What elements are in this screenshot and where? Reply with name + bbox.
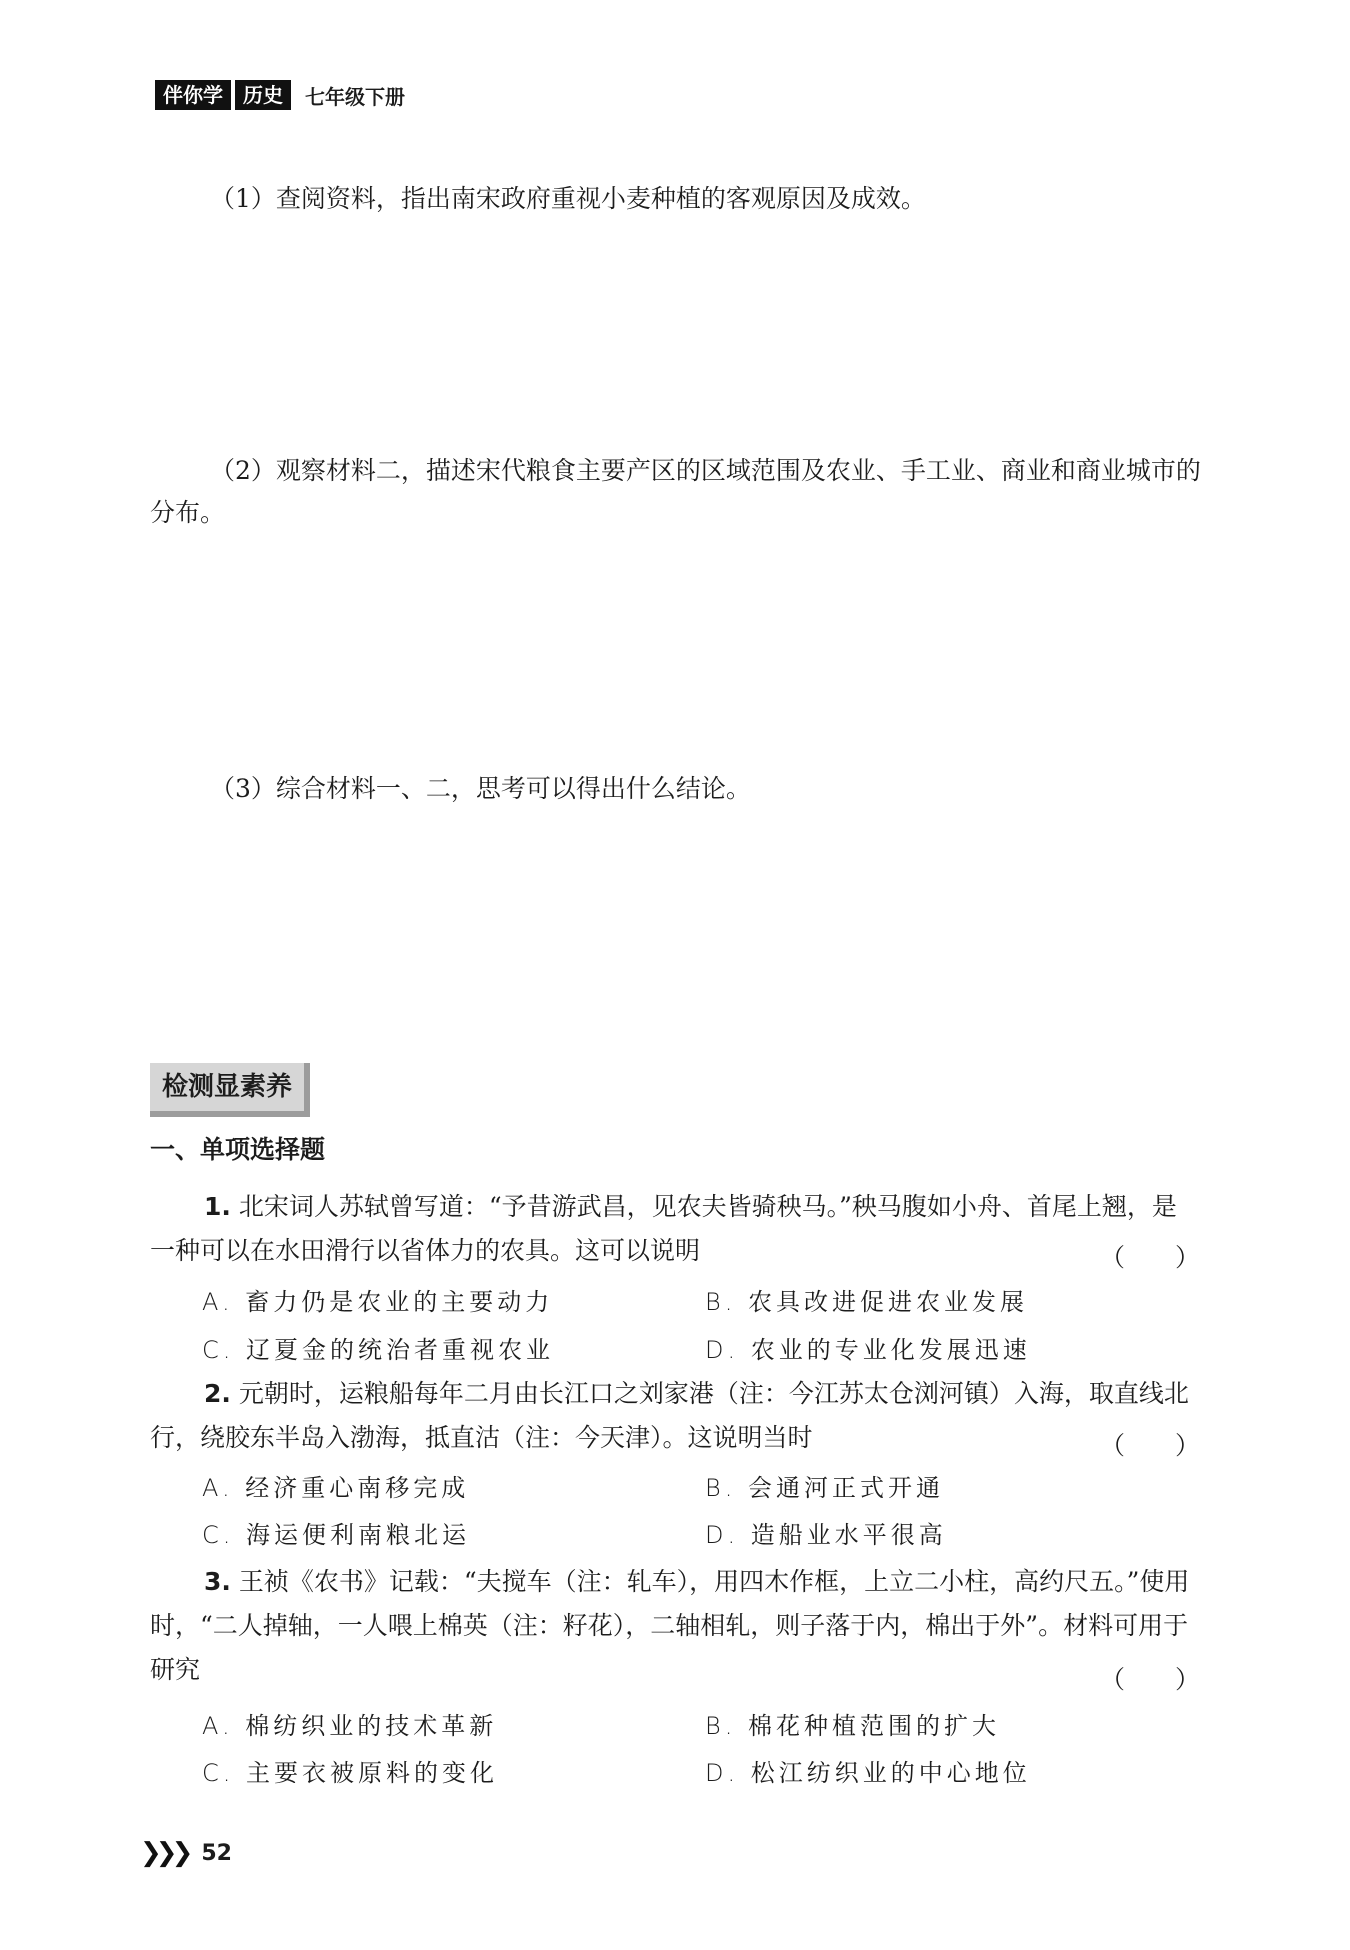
mc-stem-text: 元朝时，运粮船每年二月由长江口之刘家港（注：今江苏太仓浏河镇）入海，取直线北行，绕胶东半岛入渤海，抵直沽（注：今天津）。这说明当时 [150, 1379, 1189, 1452]
part-title: 一、单项选择题 [150, 1135, 326, 1164]
page-footer [140, 1838, 232, 1868]
mc-stem-text: 王祯《农书》记载：“夫搅车（注：轧车），用四木作框，上立二小柱，高约尺五。”使用时，“二人掉轴，一人喂上棉英（注：籽花），二轴相轧，则子落于内，棉出于外”。材料可用于研究 [150, 1567, 1190, 1684]
option-b: B. 会通河正式开通 [705, 1474, 944, 1502]
page-number: 52 [201, 1840, 232, 1866]
subject-label: 历史 [235, 80, 291, 110]
mc-number: 1. [204, 1192, 231, 1221]
answer-paren: （ ） [1099, 1665, 1200, 1694]
option-b: B. 棉花种植范围的扩大 [705, 1712, 1000, 1740]
grade-label: 七年级下册 [305, 84, 405, 109]
mc-number: 3. [204, 1567, 231, 1596]
option-a: A. 经济重心南移完成 [202, 1474, 470, 1502]
answer-paren: （ ） [1099, 1243, 1200, 1272]
brand-label: 伴你学 [155, 80, 231, 110]
mc-stem-2 [150, 1372, 1200, 1460]
option-c: C. 主要衣被原料的变化 [202, 1759, 499, 1787]
mc-number: 2. [204, 1379, 231, 1408]
option-d: D. 农业的专业化发展迅速 [705, 1336, 1031, 1364]
answer-paren: （ ） [1099, 1431, 1200, 1460]
option-b: B. 农具改进促进农业发展 [705, 1288, 1028, 1316]
option-d: D. 造船业水平很高 [705, 1521, 947, 1549]
mc-stem-text: 北宋词人苏轼曾写道：“予昔游武昌，见农夫皆骑秧马。”秧马腹如小舟、首尾上翘，是一种可以在水田滑行以省体力的农具。这可以说明 [150, 1192, 1177, 1265]
question-1: （1）查阅资料，指出南宋政府重视小麦种植的客观原因及成效。 [210, 184, 926, 213]
chevrons-icon: ❯❯❯ [140, 1838, 188, 1868]
option-c: C. 辽夏金的统治者重视农业 [202, 1336, 555, 1364]
question-3: （3）综合材料一、二，思考可以得出什么结论。 [210, 774, 751, 803]
section-title: 检测显素养 [150, 1063, 310, 1117]
question-2: （2）观察材料二，描述宋代粮食主要产区的区域范围及农业、手工业、商业和商业城市的分布。 [150, 456, 1201, 527]
option-d: D. 松江纺织业的中心地位 [705, 1759, 1031, 1787]
option-a: A. 畜力仍是农业的主要动力 [202, 1288, 554, 1316]
mc-stem-3 [150, 1560, 1200, 1692]
option-c: C. 海运便利南粮北运 [202, 1521, 471, 1549]
option-a: A. 棉纺织业的技术革新 [202, 1712, 498, 1740]
page-header [155, 80, 405, 110]
mc-stem-1 [150, 1185, 1200, 1273]
